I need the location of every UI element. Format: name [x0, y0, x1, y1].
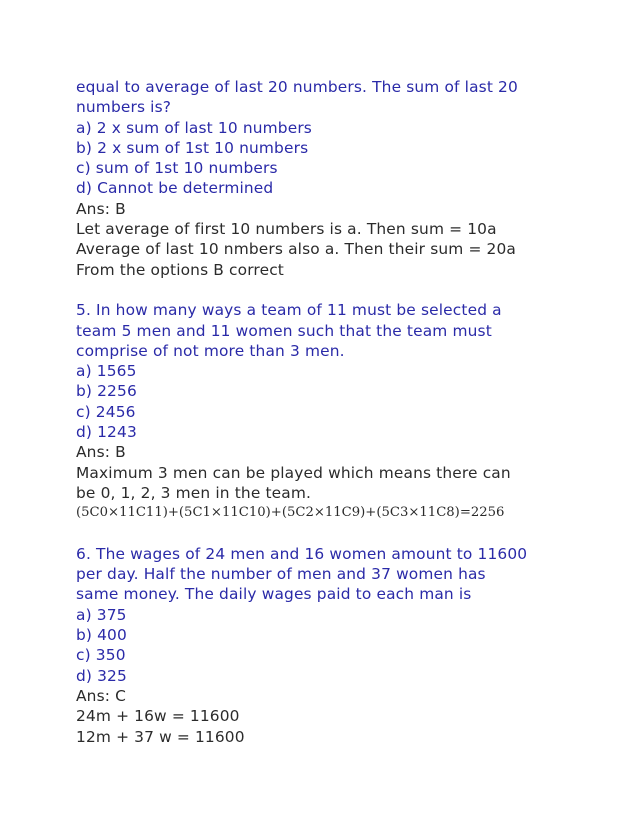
option-b: b) 400 [76, 626, 127, 645]
answer-line: Ans: C [76, 686, 127, 705]
option-a: a) 1565 [76, 362, 137, 381]
combination-formula: (5C0×11C11)+(5C1×11C10)+(5C2×11C9)+(5C3×11C8)=2256 [76, 505, 505, 521]
option-b: b) 2 x sum of 1st 10 numbers [76, 138, 309, 157]
question-line: 5. In how many ways a team of 11 must be selected a [76, 301, 502, 320]
equation-line: 24m + 16w = 11600 [76, 707, 240, 726]
explanation-line: Let average of first 10 numbers is a. Then sum = 10a [76, 220, 497, 239]
option-d: d) 1243 [76, 423, 137, 442]
option-d: d) Cannot be determined [76, 179, 274, 198]
question-line: per day. Half the number of men and 37 women has [76, 565, 486, 584]
option-c: c) 2456 [76, 402, 136, 421]
question-line: comprise of not more than 3 men. [76, 341, 345, 360]
option-a: a) 2 x sum of last 10 numbers [76, 118, 312, 137]
explanation-line: be 0, 1, 2, 3 men in the team. [76, 483, 312, 502]
answer-line: Ans: B [76, 199, 126, 218]
question-line: equal to average of last 20 numbers. The sum of last 20 [76, 78, 518, 96]
option-c: c) sum of 1st 10 numbers [76, 159, 278, 178]
option-d: d) 325 [76, 666, 127, 685]
spacer [76, 280, 606, 300]
answer-line: Ans: B [76, 443, 126, 462]
question-line: 6. The wages of 24 men and 16 women amount to 11600 [76, 544, 528, 563]
explanation-line: From the options B correct [76, 260, 284, 279]
spacer [76, 524, 606, 544]
question-line: same money. The daily wages paid to each man is [76, 585, 472, 604]
explanation-line: Maximum 3 men can be played which means there can [76, 463, 511, 482]
question-line: team 5 men and 11 women such that the team must [76, 321, 492, 340]
question-line: numbers is? [76, 98, 172, 117]
document-page [76, 77, 606, 747]
option-b: b) 2256 [76, 382, 137, 401]
explanation-line: Average of last 10 nmbers also a. Then their sum = 20a [76, 240, 517, 259]
equation-line: 12m + 37 w = 11600 [76, 727, 245, 746]
option-a: a) 375 [76, 605, 127, 624]
option-c: c) 350 [76, 646, 126, 665]
